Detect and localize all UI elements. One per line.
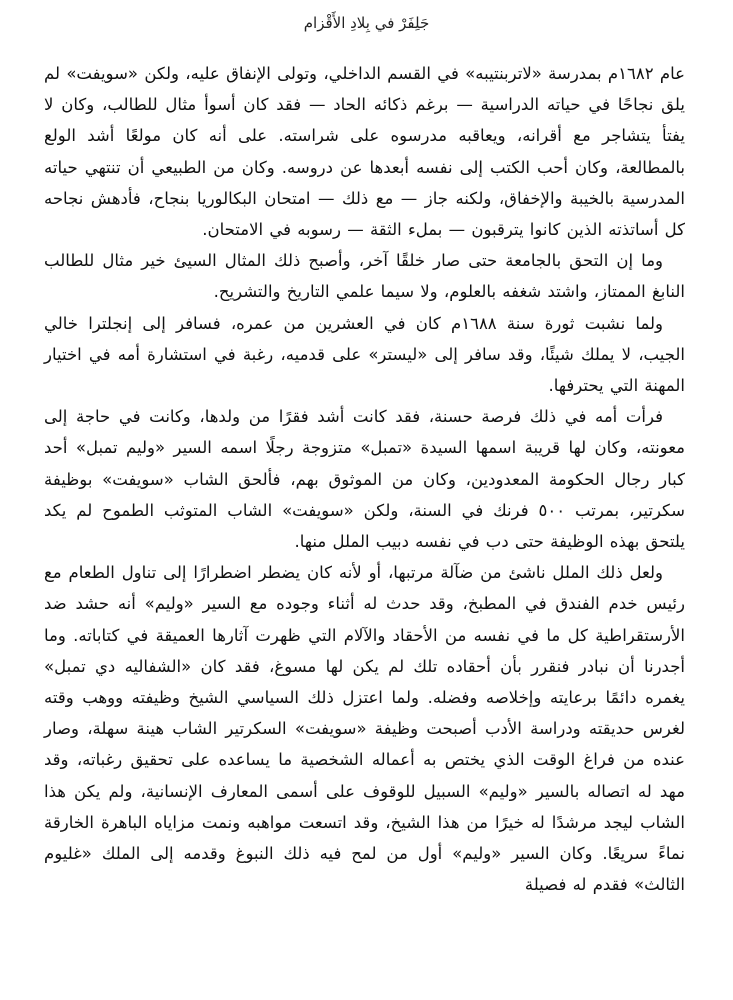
paragraph-3: ولما نشبت ثورة سنة ١٦٨٨م كان في العشرين من عمره، فسافر إلى إنجلترا خالي الجيب، لا يملك شيئًا، وقد سافر إلى «ليستر» على قدميه، رغبة في استشارة أمه في اختيار المهنة التي يحترفها. xyxy=(44,313,685,396)
paragraph-2: وما إن التحق بالجامعة حتى صار خلقًا آخر، وأصبح ذلك المثال السيئ خير مثال للطالب النابغ الممتاز، واشتد شغفه بالعلوم، ولا سيما علمي التاريخ والتشريح. xyxy=(44,251,685,302)
running-header: جَلِفَرْ في بِلادِ الأَقْزام xyxy=(303,14,430,32)
paragraph-1: عام ١٦٨٢م بمدرسة «لاتربنتيبه» في القسم الداخلي، وتولى الإنفاق عليه، ولكن «سويفت» لم يلق نجاحًا في حياته الدراسية — برغم ذكائه الحاد — فقد كان أسوأ مثال للطالب، وكان لا يفتأ يتشاجر مع أقرانه، ويعاقبه مدرسوه على شراسته. على أنه كان مولعًا أشد الولع بالمطالعة، وكان أحب الكتب إلى نفسه أبعدها عن دروسه. وكان من الطبيعي أن تنتهي حياته المدرسية بالخيبة والإخفاق، ولكنه جاز — مع ذلك — امتحان البكالوريا بنجاح، فأدهش نجاحه كل أساتذته الذين كانوا يترقبون — بملء الثقة — رسوبه في الامتحان. xyxy=(44,64,685,240)
body-text xyxy=(44,58,685,900)
paragraph-4: فرأت أمه في ذلك فرصة حسنة، فقد كانت أشد فقرًا من ولدها، وكانت في حاجة إلى معونته، وكان لها قريبة اسمها السيدة «تمبل» متزوجة رجلًا اسمه السير «وليم تمبل» أحد كبار رجال الحكومة المعدودين، وكان من الموثوق بهم، فألحق الشاب «سويفت» بوظيفة سكرتير، بمرتب ٥٠٠ فرنك في السنة، ولكن «سويفت» الشاب المتوثب الطموح لم يكد يلتحق بهذه الوظيفة حتى دب في نفسه دبيب الملل منها. xyxy=(44,407,685,552)
paragraph-5: ولعل ذلك الملل ناشئ من ضآلة مرتبها، أو لأنه كان يضطر اضطرارًا إلى تناول الطعام مع رئيس خدم الفندق في المطبخ، وقد حدث له أثناء وجوده مع السير «وليم» أنه حشد ضد الأرستقراطية كل ما في نفسه من الأحقاد والآلام التي ظهرت آثارها العميقة في كتاباته. وما أجدرنا أن نبادر فنقرر بأن أحقاده تلك لم يكن لها مسوغ، فقد كان «الشفاليه دي تمبل» يغمره دائمًا برعايته وإخلاصه وفضله. ولما اعتزل ذلك السياسي الشيخ وظيفته ووهب وقته لغرس حديقته ودراسة الأدب أصبحت وظيفة «سويفت» السكرتير الشاب هينة سهلة، وصار عنده من فراغ الوقت الذي يختص به أعماله الشخصية ما يساعده على تحقيق رغباته، وقد مهد له اتصاله بالسير «وليم» السبيل للوقوف على أسمى المعارف الإنسانية، ولم يكن هذا الشاب ليجد مرشدًا له خيرًا من هذا الشيخ، وقد اتسعت مواهبه ونمت مزاياه الباهرة الخارقة نماءً سريعًا. وكان السير «وليم» أول من لمح فيه ذلك النبوغ وقدمه إلى الملك «غليوم الثالث» فقدم له فصيلة xyxy=(44,563,685,895)
